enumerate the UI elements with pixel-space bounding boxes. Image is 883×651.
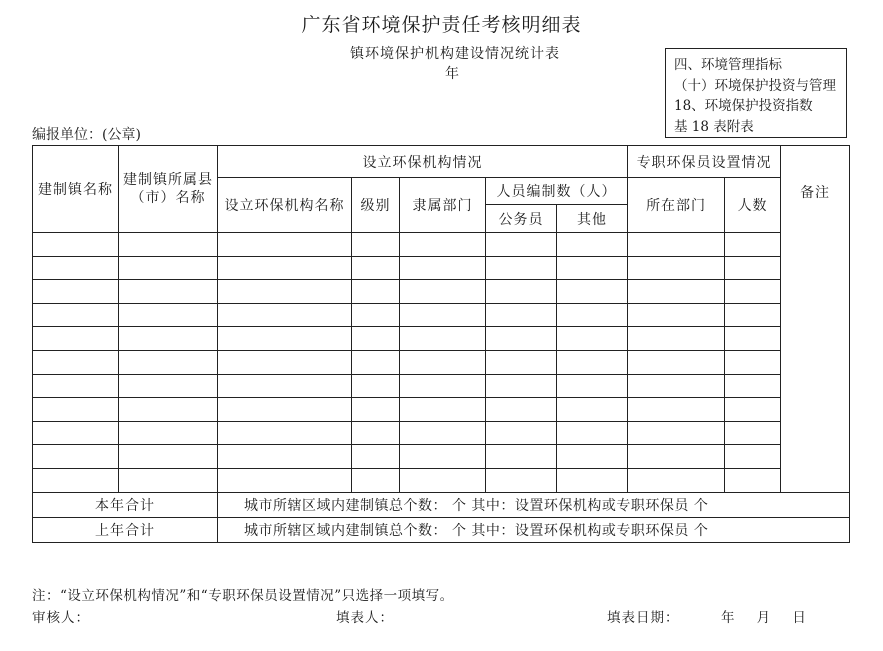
table-row (33, 233, 850, 257)
table-row (33, 374, 850, 398)
last-year-total-text: 城市所辖区域内建制镇总个数： 个 其中：设置环保机构或专职环保员 个 (218, 517, 850, 542)
table-row (33, 398, 850, 422)
header-remark: 备注 (781, 146, 850, 493)
year-label: 年 (445, 66, 459, 82)
table-note: 注：“设立环保机构情况”和“专职环保员设置情况”只选择一项填写。 (32, 588, 454, 604)
filler-label: 填表人： (336, 610, 394, 626)
header-person-count: 人数 (725, 178, 781, 233)
header-other: 其他 (557, 205, 628, 233)
table-row (33, 280, 850, 304)
header-civil-servant: 公务员 (486, 205, 557, 233)
header-county-name: 建制镇所属县（市）名称 (119, 146, 218, 233)
fill-date-fields: 年 月 日 (721, 610, 807, 626)
index-line-3: 18、环境保护投资指数 (674, 98, 813, 114)
index-line-4: 基 18 表附表 (674, 118, 754, 135)
index-reference-box (665, 48, 847, 138)
header-location-department: 所在部门 (628, 178, 725, 233)
header-env-org-group: 设立环保机构情况 (218, 146, 628, 178)
table-row (33, 303, 850, 327)
this-year-total-label: 本年合计 (33, 492, 218, 517)
index-line-2: （十）环境保护投资与管理 (674, 77, 836, 94)
reviewer-label: 审核人： (32, 610, 90, 626)
table-row (33, 256, 850, 280)
reporting-unit-label: 编报单位：(公章) (32, 127, 141, 143)
header-org-name: 设立环保机构名称 (218, 178, 352, 233)
form-subtitle: 镇环境保护机构建设情况统计表 (350, 46, 560, 62)
table-row (33, 327, 850, 351)
table-row (33, 350, 850, 374)
this-year-total-text: 城市所辖区域内建制镇总个数： 个 其中：设置环保机构或专职环保员 个 (218, 492, 850, 517)
page-title: 广东省环境保护责任考核明细表 (301, 14, 582, 36)
table-row (33, 445, 850, 469)
header-fulltime-staff-group: 专职环保员设置情况 (628, 146, 781, 178)
header-level: 级别 (352, 178, 400, 233)
table-row (33, 421, 850, 445)
this-year-total-row (33, 492, 850, 517)
header-department: 隶属部门 (400, 178, 486, 233)
table-row (33, 468, 850, 492)
statistics-table (32, 145, 850, 543)
header-town-name: 建制镇名称 (33, 146, 119, 233)
last-year-total-label: 上年合计 (33, 517, 218, 542)
header-staff-count-group: 人员编制数（人） (486, 178, 628, 205)
last-year-total-row (33, 517, 850, 542)
fill-date-label: 填表日期： (607, 610, 680, 626)
index-line-1: 四、环境管理指标 (674, 57, 782, 73)
